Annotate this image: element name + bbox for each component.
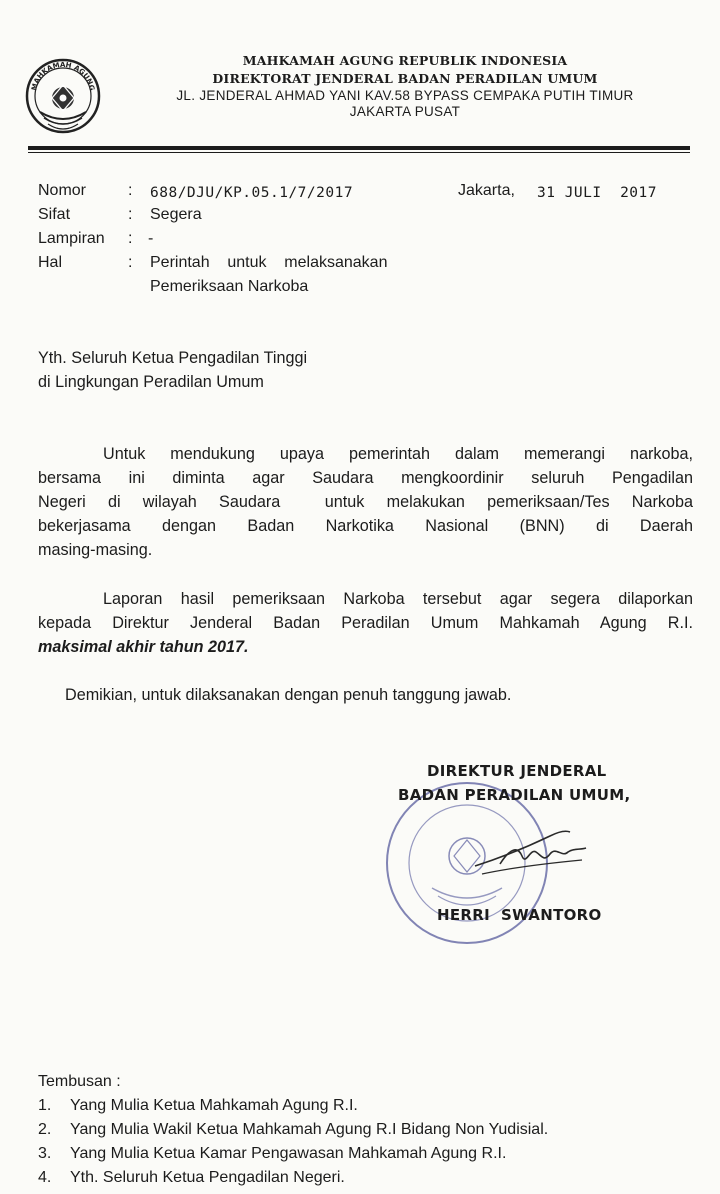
mahkamah-agung-seal-logo — [24, 52, 102, 142]
letterhead-address: JL. JENDERAL AHMAD YANI KAV.58 BYPASS CEMPAKA PUTIH TIMUR — [176, 88, 634, 103]
nomor-label: Nomor — [38, 182, 87, 199]
signatory-name: HERRI SWANTORO — [437, 906, 602, 924]
cc-item-text: Yang Mulia Ketua Kamar Pengawasan Mahkamah Agung R.I. — [70, 1145, 507, 1162]
sifat-colon: : — [128, 206, 133, 223]
letterhead-directorate: DIREKTORAT JENDERAL BADAN PERADILAN UMUM — [212, 71, 598, 86]
letterhead-rule-thick — [28, 146, 690, 150]
body-p2-line2: kepada Direktur Jenderal Badan Peradilan Umum Mahkamah Agung R.I. — [38, 614, 693, 632]
nomor-value: 688/DJU/KP.05.1/7/2017 — [150, 185, 354, 201]
body-closing: Demikian, untuk dilaksanakan dengan penuh tanggung jawab. — [65, 686, 512, 704]
signatory-title1: DIREKTUR JENDERAL — [427, 762, 607, 780]
signatory-title2: BADAN PERADILAN UMUM, — [398, 786, 631, 804]
cc-item-number: 2. — [38, 1121, 52, 1138]
cc-item-text: Yth. Seluruh Ketua Pengadilan Negeri. — [70, 1169, 345, 1186]
letter-date: 31 JULI 2017 — [537, 185, 657, 201]
body-p1-line3: Negeri di wilayah Saudara untuk melakukan pemeriksaan/Tes Narkoba — [38, 493, 693, 511]
svg-text:MAHKAMAH AGUNG: MAHKAMAH AGUNG — [30, 60, 96, 92]
cc-item-text: Yang Mulia Ketua Mahkamah Agung R.I. — [70, 1097, 358, 1114]
lampiran-colon: : — [128, 230, 133, 247]
lampiran-label: Lampiran — [38, 230, 105, 247]
body-p2-deadline: maksimal akhir tahun 2017. — [38, 638, 249, 656]
cc-item-number: 1. — [38, 1097, 52, 1114]
cc-item-number: 4. — [38, 1169, 52, 1186]
addressee-line2: di Lingkungan Peradilan Umum — [38, 373, 264, 391]
cc-item-text: Yang Mulia Wakil Ketua Mahkamah Agung R.I Bidang Non Yudisial. — [70, 1121, 549, 1138]
sifat-value: Segera — [150, 206, 202, 223]
hal-value-line2: Pemeriksaan Narkoba — [150, 278, 309, 295]
hal-label: Hal — [38, 254, 63, 271]
sifat-label: Sifat — [38, 206, 71, 223]
addressee-line1: Yth. Seluruh Ketua Pengadilan Tinggi — [38, 349, 308, 367]
cc-heading: Tembusan : — [38, 1073, 121, 1090]
letterhead-city: JAKARTA PUSAT — [349, 104, 461, 119]
lampiran-value: - — [148, 230, 154, 247]
body-p2-line1: Laporan hasil pemeriksaan Narkoba tersebut agar segera dilaporkan — [103, 590, 693, 608]
handwritten-signature — [470, 818, 590, 878]
body-p1-line4: bekerjasama dengan Badan Narkotika Nasional (BNN) di Daerah — [38, 517, 693, 535]
hal-colon: : — [128, 254, 133, 271]
body-p1-line2: bersama ini diminta agar Saudara mengkoordinir seluruh Pengadilan — [38, 469, 693, 487]
body-p1-line1: Untuk mendukung upaya pemerintah dalam memerangi narkoba, — [103, 445, 693, 463]
nomor-colon: : — [128, 182, 133, 199]
letter-place: Jakarta, — [458, 182, 515, 199]
letterhead-institution: MAHKAMAH AGUNG REPUBLIK INDONESIA — [242, 53, 568, 68]
cc-item-number: 3. — [38, 1145, 52, 1162]
hal-value-line1: Perintah untuk melaksanakan — [150, 254, 388, 271]
letterhead-rule-thin — [28, 152, 690, 153]
body-p1-line5: masing-masing. — [38, 541, 153, 559]
